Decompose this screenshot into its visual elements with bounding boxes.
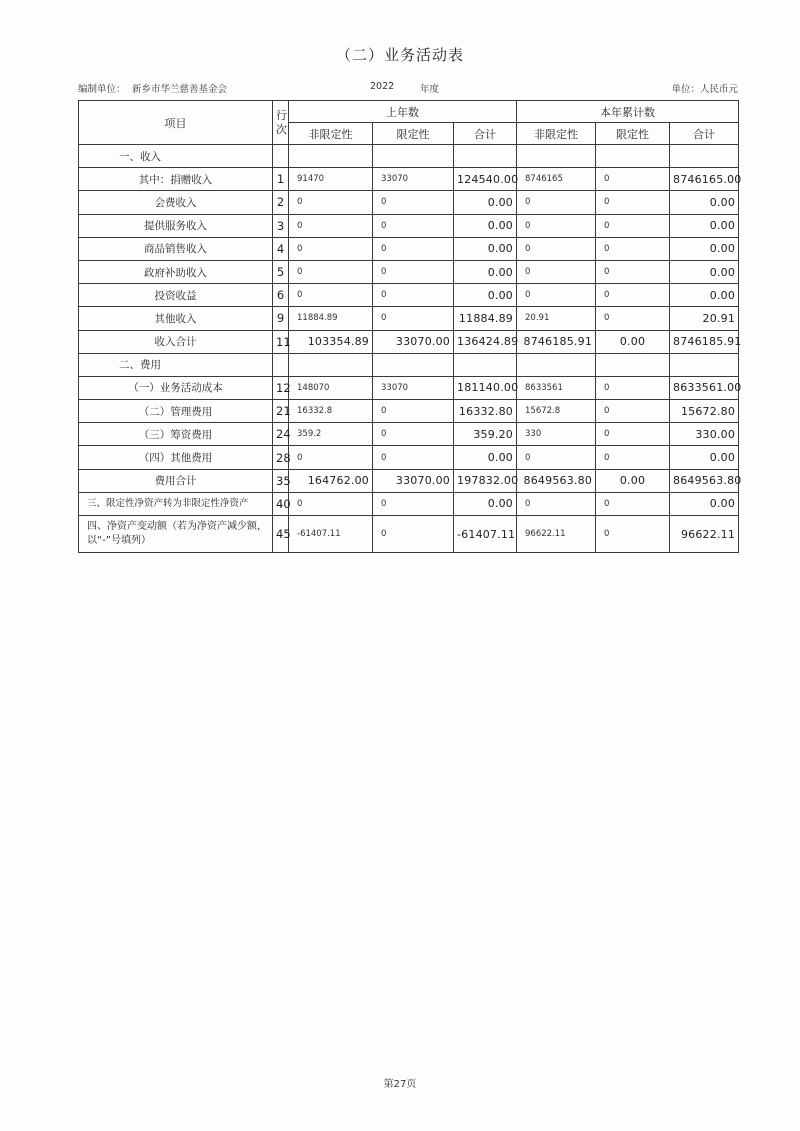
cell-value: 0 bbox=[373, 307, 454, 330]
row-item-label: 政府补助收入 bbox=[79, 260, 273, 283]
cell-value: 11884.89 bbox=[454, 307, 517, 330]
cell-value: 0.00 bbox=[670, 492, 739, 515]
cell-value: 0 bbox=[373, 214, 454, 237]
row-line-number: 2 bbox=[273, 191, 289, 214]
org-name: 新乡市华兰慈善基金会 bbox=[132, 84, 228, 95]
cell-value: 33070.00 bbox=[373, 469, 454, 492]
row-item-label: （四）其他费用 bbox=[79, 446, 273, 469]
header-ty-restricted: 限定性 bbox=[596, 123, 670, 145]
cell-value: 8746165 bbox=[517, 168, 596, 191]
cell-value: 0 bbox=[289, 446, 373, 469]
row-line-number: 5 bbox=[273, 260, 289, 283]
cell-value: 124540.00 bbox=[454, 168, 517, 191]
row-item-label: （二）管理费用 bbox=[79, 400, 273, 423]
cell-value: 103354.89 bbox=[289, 330, 373, 353]
header-ly-total: 合计 bbox=[454, 123, 517, 145]
cell-value: 0.00 bbox=[596, 469, 670, 492]
cell-value: 0 bbox=[517, 446, 596, 469]
cell-value: 16332.8 bbox=[289, 400, 373, 423]
cell-value: 0.00 bbox=[670, 214, 739, 237]
currency-unit: 单位：人民币元 bbox=[671, 84, 738, 95]
header-ty-total: 合计 bbox=[670, 123, 739, 145]
row-line-number: 11 bbox=[273, 330, 289, 353]
cell-value: 0.00 bbox=[670, 284, 739, 307]
header-item: 项目 bbox=[79, 101, 273, 145]
cell-value: 0 bbox=[289, 191, 373, 214]
cell-value: 8649563.80 bbox=[517, 469, 596, 492]
cell-value: 0.00 bbox=[670, 237, 739, 260]
table-row bbox=[79, 516, 739, 553]
row-item-label: 收入合计 bbox=[79, 330, 273, 353]
cell-value: 16332.80 bbox=[454, 400, 517, 423]
cell-value: 0 bbox=[373, 492, 454, 515]
cell-value: 15672.80 bbox=[670, 400, 739, 423]
cell-value: 0 bbox=[596, 168, 670, 191]
cell-value: 0.00 bbox=[596, 330, 670, 353]
activity-statement-table bbox=[78, 100, 742, 553]
row-line-number: 4 bbox=[273, 237, 289, 260]
row-line-number: 21 bbox=[273, 400, 289, 423]
row-item-label: （一）业务活动成本 bbox=[79, 376, 273, 399]
row-line-number: 45 bbox=[273, 516, 289, 553]
cell-value: 11884.89 bbox=[289, 307, 373, 330]
cell-value: 181140.00 bbox=[454, 376, 517, 399]
cell-value bbox=[517, 145, 596, 168]
cell-value bbox=[670, 353, 739, 376]
table-row bbox=[79, 237, 739, 260]
cell-value: 8633561 bbox=[517, 376, 596, 399]
cell-value bbox=[454, 353, 517, 376]
cell-value: 164762.00 bbox=[289, 469, 373, 492]
cell-value: 0 bbox=[596, 400, 670, 423]
header-last-year: 上年数 bbox=[289, 101, 517, 123]
report-title: （二）业务活动表 bbox=[335, 46, 464, 64]
cell-value: 0 bbox=[289, 492, 373, 515]
row-line-number bbox=[273, 353, 289, 376]
cell-value: 136424.89 bbox=[454, 330, 517, 353]
cell-value: 0 bbox=[373, 446, 454, 469]
cell-value: 0.00 bbox=[454, 214, 517, 237]
row-item-label: 费用合计 bbox=[79, 469, 273, 492]
row-line-number: 28 bbox=[273, 446, 289, 469]
cell-value: 0.00 bbox=[454, 237, 517, 260]
cell-value: 0 bbox=[517, 260, 596, 283]
cell-value: 0.00 bbox=[454, 260, 517, 283]
cell-value: -61407.11 bbox=[454, 516, 517, 553]
row-item-label: 四、净资产变动额（若为净资产减少额，以“-”号填列） bbox=[79, 516, 273, 553]
cell-value: 33070 bbox=[373, 376, 454, 399]
cell-value: 0 bbox=[373, 516, 454, 553]
cell-value: 15672.8 bbox=[517, 400, 596, 423]
table-row bbox=[79, 400, 739, 423]
cell-value: 359.2 bbox=[289, 423, 373, 446]
row-line-number: 3 bbox=[273, 214, 289, 237]
org-label: 编制单位： bbox=[78, 84, 126, 95]
cell-value: 0.00 bbox=[670, 260, 739, 283]
cell-value: 96622.11 bbox=[517, 516, 596, 553]
cell-value: -61407.11 bbox=[289, 516, 373, 553]
cell-value: 0 bbox=[596, 307, 670, 330]
row-line-number: 40 bbox=[273, 492, 289, 515]
table-row bbox=[79, 191, 739, 214]
cell-value: 0 bbox=[289, 260, 373, 283]
cell-value bbox=[596, 353, 670, 376]
cell-value: 148070 bbox=[289, 376, 373, 399]
row-item-label: 二、费用 bbox=[79, 353, 273, 376]
row-line-number: 6 bbox=[273, 284, 289, 307]
cell-value: 0 bbox=[373, 423, 454, 446]
cell-value: 0.00 bbox=[454, 492, 517, 515]
cell-value: 0 bbox=[596, 237, 670, 260]
table-row bbox=[79, 168, 739, 191]
cell-value bbox=[289, 145, 373, 168]
cell-value: 0.00 bbox=[454, 446, 517, 469]
cell-value bbox=[289, 353, 373, 376]
cell-value: 8746185.91 bbox=[517, 330, 596, 353]
year-label: 年度 bbox=[420, 84, 440, 95]
row-line-number: 12 bbox=[273, 376, 289, 399]
cell-value bbox=[373, 353, 454, 376]
cell-value: 0 bbox=[517, 284, 596, 307]
table-row bbox=[79, 469, 739, 492]
page-number: 第27页 bbox=[383, 1079, 417, 1090]
report-meta bbox=[78, 81, 738, 95]
report-year: 2022 bbox=[370, 81, 395, 92]
cell-value: 0 bbox=[596, 423, 670, 446]
cell-value: 0 bbox=[517, 214, 596, 237]
cell-value: 0 bbox=[289, 284, 373, 307]
cell-value: 0.00 bbox=[670, 446, 739, 469]
cell-value: 8746165.00 bbox=[670, 168, 739, 191]
cell-value bbox=[670, 145, 739, 168]
row-item-label: 三、限定性净资产转为非限定性净资产 bbox=[79, 492, 273, 515]
table-row bbox=[79, 376, 739, 399]
cell-value: 0 bbox=[596, 214, 670, 237]
row-item-label: 投资收益 bbox=[79, 284, 273, 307]
header-ty-unrestricted: 非限定性 bbox=[517, 123, 596, 145]
cell-value: 0 bbox=[373, 284, 454, 307]
table-row bbox=[79, 423, 739, 446]
table-row bbox=[79, 145, 739, 168]
row-line-number: 1 bbox=[273, 168, 289, 191]
cell-value: 359.20 bbox=[454, 423, 517, 446]
table-row bbox=[79, 284, 739, 307]
row-item-label: 一、收入 bbox=[79, 145, 273, 168]
cell-value: 0.00 bbox=[454, 284, 517, 307]
row-line-number: 24 bbox=[273, 423, 289, 446]
cell-value: 0 bbox=[373, 191, 454, 214]
cell-value: 8633561.00 bbox=[670, 376, 739, 399]
cell-value: 330.00 bbox=[670, 423, 739, 446]
cell-value: 20.91 bbox=[670, 307, 739, 330]
table-row bbox=[79, 446, 739, 469]
cell-value bbox=[596, 145, 670, 168]
cell-value: 0 bbox=[596, 492, 670, 515]
cell-value: 33070 bbox=[373, 168, 454, 191]
cell-value bbox=[517, 353, 596, 376]
table-row bbox=[79, 307, 739, 330]
cell-value: 0 bbox=[289, 214, 373, 237]
cell-value: 0 bbox=[517, 492, 596, 515]
table-row bbox=[79, 330, 739, 353]
table-row bbox=[79, 492, 739, 515]
cell-value: 197832.00 bbox=[454, 469, 517, 492]
cell-value: 0 bbox=[596, 446, 670, 469]
cell-value bbox=[454, 145, 517, 168]
cell-value: 0 bbox=[517, 237, 596, 260]
row-item-label: 会费收入 bbox=[79, 191, 273, 214]
cell-value: 0 bbox=[373, 260, 454, 283]
cell-value: 0 bbox=[289, 237, 373, 260]
cell-value: 8649563.80 bbox=[670, 469, 739, 492]
row-item-label: 提供服务收入 bbox=[79, 214, 273, 237]
cell-value bbox=[373, 145, 454, 168]
row-line-number: 35 bbox=[273, 469, 289, 492]
table-row bbox=[79, 260, 739, 283]
cell-value: 0 bbox=[596, 376, 670, 399]
table-row bbox=[79, 214, 739, 237]
row-line-number: 9 bbox=[273, 307, 289, 330]
header-line: 行次 bbox=[273, 101, 289, 145]
cell-value: 8746185.91 bbox=[670, 330, 739, 353]
cell-value: 91470 bbox=[289, 168, 373, 191]
cell-value: 0.00 bbox=[670, 191, 739, 214]
cell-value: 0 bbox=[517, 191, 596, 214]
cell-value: 33070.00 bbox=[373, 330, 454, 353]
header-this-year: 本年累计数 bbox=[517, 101, 739, 123]
header-ly-unrestricted: 非限定性 bbox=[289, 123, 373, 145]
row-item-label: 商品销售收入 bbox=[79, 237, 273, 260]
header-row-1 bbox=[79, 101, 739, 123]
cell-value: 0 bbox=[373, 237, 454, 260]
table-row bbox=[79, 353, 739, 376]
cell-value: 0 bbox=[596, 516, 670, 553]
cell-value: 0 bbox=[373, 400, 454, 423]
row-item-label: 其他收入 bbox=[79, 307, 273, 330]
cell-value: 96622.11 bbox=[670, 516, 739, 553]
cell-value: 0 bbox=[596, 260, 670, 283]
cell-value: 0 bbox=[596, 191, 670, 214]
cell-value: 20.91 bbox=[517, 307, 596, 330]
row-item-label: （三）筹资费用 bbox=[79, 423, 273, 446]
header-ly-restricted: 限定性 bbox=[373, 123, 454, 145]
row-item-label: 其中：捐赠收入 bbox=[79, 168, 273, 191]
cell-value: 0 bbox=[596, 284, 670, 307]
cell-value: 330 bbox=[517, 423, 596, 446]
row-line-number bbox=[273, 145, 289, 168]
cell-value: 0.00 bbox=[454, 191, 517, 214]
